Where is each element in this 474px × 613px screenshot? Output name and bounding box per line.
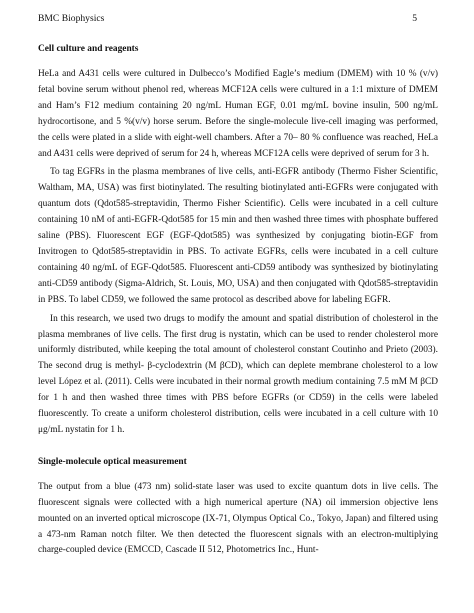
paragraph: In this research, we used two drugs to modify the amount and spatial distribution of cholesterol in the plasma membranes of live cells. The first drug is nystatin, which can be used to render cholesterol more uniformly distributed, while keeping the total amount of cholesterol constant Coutinho and Prieto (2003). The second drug is methyl- β-cyclodextrin (M βCD), which can deplete membrane cholesterol to a low level López et al. (2011). Cells were incubated in their normal growth medium containing 7.5 mM M βCD for 1 h and then washed three times with PBS before EGFRs (or CD59) in the cells were labeled fluorescently. To create a uniform cholesterol distribution, cells were incubated in a cell culture with 10 μg/mL nystatin for 1 h. (38, 313, 438, 435)
page-number: 5 (412, 13, 417, 24)
section-heading-single-molecule: Single-molecule optical measurement (38, 456, 187, 467)
journal-title: BMC Biophysics (38, 13, 105, 24)
section-heading-cell-culture: Cell culture and reagents (38, 44, 139, 54)
paragraph: HeLa and A431 cells were cultured in Dulbecco’s Modified Eagle’s medium (DMEM) with 10 % (v/v) fetal bovine serum without phenol red, whereas MCF12A cells were cultured in a 1:1 mixture of DMEM and Ham’s F12 medium containing 20 ng/mL Human EGF, 0.01 mg/mL bovine insulin, 500 ng/mL hydrocortisone, and 5 %(v/v) horse serum. Before the single-molecule live-cell imaging was performed, the cells were plated in a slide with eight-well chambers. After a 70– 80 % confluence was reached, HeLa and A431 cells were deprived of serum for 24 h, whereas MCF12A cells were deprived of serum for 3 h. (38, 69, 438, 159)
body-text (38, 42, 438, 559)
paragraph: The output from a blue (473 nm) solid-state laser was used to excite quantum dots in live cells. The fluorescent signals were collected with a high numerical aperture (NA) oil immersion objective lens mounted on an inverted optical microscope (IX-71, Olympus Optical Co., Tokyo, Japan) and filtered using a 473-nm Raman notch filter. We then detected the fluorescent signals with an electron-multiplying charge-coupled device (EMCCD, Cascade II 512, Photometrics Inc., Hunt- (38, 481, 438, 556)
paragraph: To tag EGFRs in the plasma membranes of live cells, anti-EGFR antibody (Thermo Fisher Scientific, Waltham, MA, USA) was first biotinylated. The resulting biotinylated anti-EGFRs were conjugated with quantum dots (Qdot585-streptavidin, Thermo Fisher Scientific). Cells were incubated in a cell culture containing 10 nM of anti-EGFR-Qdot585 for 15 min and then washed three times with phosphate buffered saline (PBS). Fluorescent EGF (EGF-Qdot585) was synthesized by conjugating biotin-EGF from Invitrogen to Qdot585-streptavidin in PBS. To activate EGFRs, cells were incubated in a cell culture containing 40 ng/mL of EGF-Qdot585. Fluorescent anti-CD59 antibody was synthesized by biotinylating anti-CD59 antibody (Sigma-Aldrich, St. Louis, MO, USA) and then conjugated with Qdot585-streptavidin in PBS. To label CD59, we followed the same protocol as described above for labeling EGFR. (38, 167, 438, 305)
